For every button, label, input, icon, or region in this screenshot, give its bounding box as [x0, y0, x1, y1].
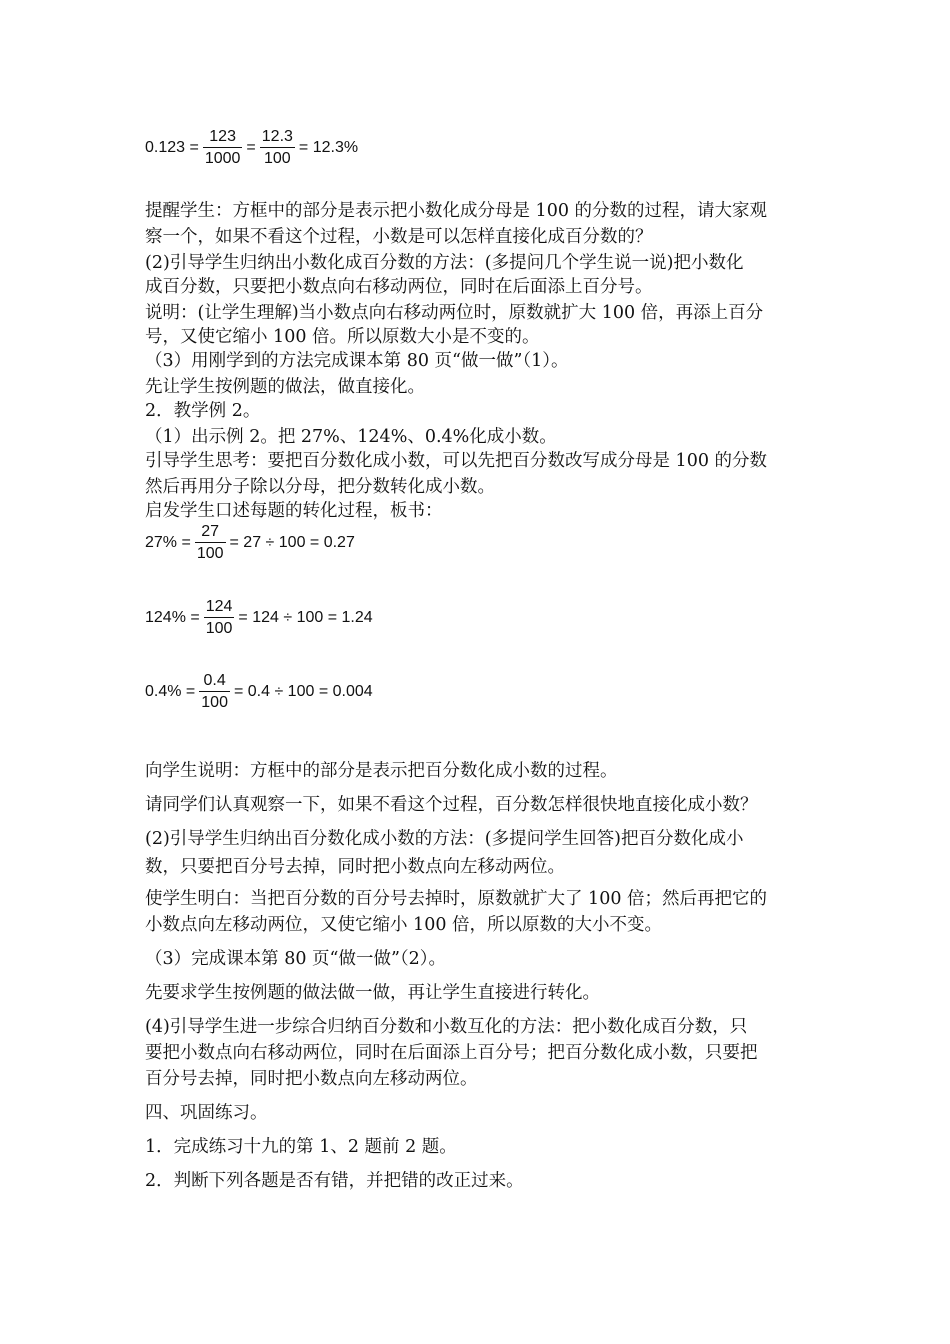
eq1-lhs: 0.123 = [145, 139, 199, 156]
text-line: 成百分数，只要把小数点向右移动两位，同时在后面添上百分号。 [145, 277, 653, 297]
text-line: 2．判断下列各题是否有错，并把错的改正过来。 [145, 1171, 524, 1191]
text-line: （3）完成课本第 80 页“做一做”（2）。 [145, 949, 447, 969]
eq3-fraction [204, 598, 235, 638]
text-line: 引导学生思考：要把百分数化成小数，可以先把百分数改写成分母是 100 的分数 [145, 451, 768, 471]
text-line: 先要求学生按例题的做法做一做，再让学生直接进行转化。 [145, 983, 600, 1003]
text-line: (2)引导学生归纳出百分数化成小数的方法：(多提问学生回答)把百分数化成小 [145, 829, 744, 849]
eq3-lhs: 124% = [145, 609, 200, 626]
eq1-fraction-1 [203, 128, 243, 168]
eq2-fraction [195, 523, 226, 563]
eq4-result: = 0.4 ÷ 100 = 0.004 [233, 683, 373, 700]
text-line: 2．教学例 2。 [145, 401, 261, 421]
text-line: (2)引导学生归纳出小数化成百分数的方法：(多提问几个学生说一说)把小数化 [145, 253, 744, 273]
numerator: 124 [205, 598, 233, 615]
text-line: 1．完成练习十九的第 1、2 题前 2 题。 [145, 1137, 457, 1157]
equation-0-4-percent [145, 672, 373, 712]
equation-27-percent [145, 523, 355, 563]
text-line: 先让学生按例题的做法，做直接化。 [145, 377, 425, 397]
text-line: 使学生明白：当把百分数的百分号去掉时，原数就扩大了 100 倍；然后再把它的 [145, 889, 768, 909]
section-heading: 四、巩固练习。 [145, 1103, 268, 1123]
equals-sign: = [246, 139, 256, 156]
text-line: (4)引导学生进一步综合归纳百分数和小数互化的方法：把小数化成百分数，只 [145, 1017, 748, 1037]
equation-124-percent [145, 598, 373, 638]
text-line: 百分号去掉，同时把小数点向左移动两位。 [145, 1069, 478, 1089]
text-line: （3）用刚学到的方法完成课本第 80 页“做一做”（1）。 [145, 351, 569, 371]
numerator: 27 [201, 523, 220, 540]
text-line: 提醒学生：方框中的部分是表示把小数化成分母是 100 的分数的过程，请大家观 [145, 201, 768, 221]
text-line: 察一个，如果不看这个过程，小数是可以怎样直接化成百分数的？ [145, 227, 653, 247]
numerator: 123 [209, 128, 236, 145]
numerator: 0.4 [203, 672, 226, 689]
text-line: 小数点向左移动两位，又使它缩小 100 倍，所以原数的大小不变。 [145, 915, 663, 935]
eq1-result: = 12.3% [298, 139, 359, 156]
denominator: 100 [196, 545, 224, 562]
equation-decimal-to-percent [145, 128, 358, 168]
denominator: 100 [263, 150, 291, 167]
text-line: 向学生说明：方框中的部分是表示把百分数化成小数的过程。 [145, 761, 618, 781]
text-line: 请同学们认真观察一下，如果不看这个过程，百分数怎样很快地直接化成小数？ [145, 795, 758, 815]
text-line: 然后再用分子除以分母，把分数转化成小数。 [145, 477, 495, 497]
text-line: 号，又使它缩小 100 倍。所以原数大小是不变的。 [145, 327, 540, 347]
eq4-lhs: 0.4% = [145, 683, 196, 700]
text-line: 数，只要把百分号去掉，同时把小数点向左移动两位。 [145, 857, 565, 877]
denominator: 1000 [204, 150, 241, 167]
denominator: 100 [201, 694, 228, 711]
numerator: 12.3 [261, 128, 293, 145]
eq3-result: = 124 ÷ 100 = 1.24 [238, 609, 373, 626]
text-line: （1）出示例 2。把 27%、124%、0.4%化成小数。 [145, 427, 557, 447]
eq2-lhs: 27% = [145, 534, 191, 551]
text-line: 要把小数点向右移动两位，同时在后面添上百分号；把百分数化成小数，只要把 [145, 1043, 758, 1063]
text-line: 启发学生口述每题的转化过程，板书： [145, 501, 443, 521]
eq1-fraction-2 [260, 128, 295, 168]
eq2-result: = 27 ÷ 100 = 0.27 [229, 534, 355, 551]
denominator: 100 [205, 620, 233, 637]
text-line: 说明：(让学生理解)当小数点向右移动两位时，原数就扩大 100 倍，再添上百分 [145, 303, 764, 323]
eq4-fraction [199, 672, 230, 712]
